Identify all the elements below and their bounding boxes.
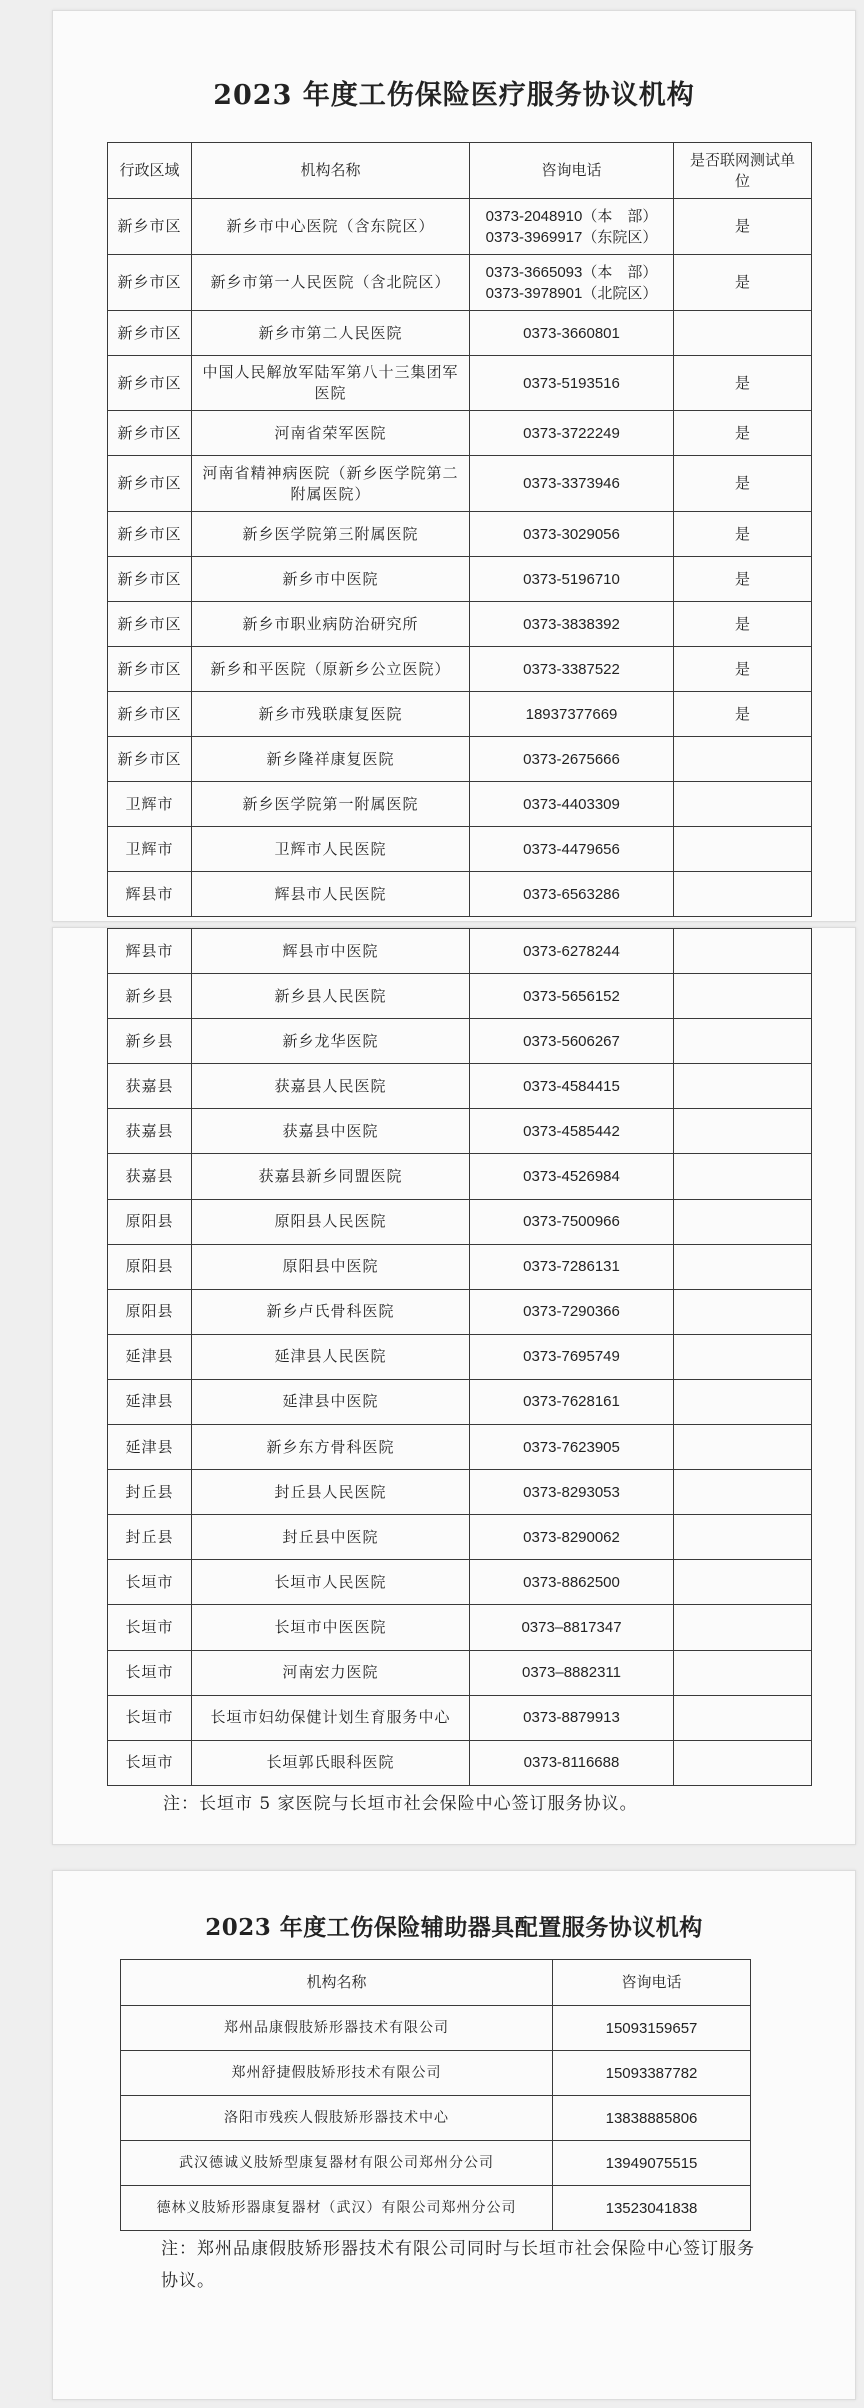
region-cell: 原阳县: [108, 1199, 192, 1244]
institution-name-cell: 新乡东方骨科医院: [192, 1425, 470, 1470]
document-page-3: [52, 1870, 856, 2400]
table-row: [108, 1109, 812, 1154]
phone-cell: 0373-6563286: [470, 872, 674, 917]
network-test-cell: [674, 1425, 812, 1470]
table-row: [108, 974, 812, 1019]
phone-cell: 0373-8116688: [470, 1740, 674, 1785]
table-row: [108, 782, 812, 827]
table-row: [108, 827, 812, 872]
table-row: [108, 1650, 812, 1695]
table-row: [108, 1425, 812, 1470]
table-row: [108, 557, 812, 602]
region-cell: 新乡市区: [108, 512, 192, 557]
table-row: [108, 602, 812, 647]
network-test-cell: [674, 1019, 812, 1064]
institution-name-cell: 封丘县中医院: [192, 1515, 470, 1560]
institution-name-cell: 新乡市第二人民医院: [192, 311, 470, 356]
phone-cell: 15093159657: [553, 2006, 751, 2051]
network-test-cell: [674, 1515, 812, 1560]
institution-name-cell: 长垣市中医医院: [192, 1605, 470, 1650]
table-row: [108, 411, 812, 456]
region-cell: 原阳县: [108, 1289, 192, 1334]
network-test-cell: [674, 737, 812, 782]
phone-cell: 0373-3722249: [470, 411, 674, 456]
region-cell: 新乡市区: [108, 692, 192, 737]
table-row: [121, 2051, 751, 2096]
network-test-cell: [674, 827, 812, 872]
page-title: 2023 年度工伤保险医疗服务协议机构: [213, 80, 695, 111]
section-title: 2023 年度工伤保险辅助器具配置服务协议机构: [205, 1914, 703, 1941]
institution-name-cell: 辉县市人民医院: [192, 872, 470, 917]
phone-cell: 0373-7500966: [470, 1199, 674, 1244]
table-row: [108, 311, 812, 356]
network-test-cell: [674, 782, 812, 827]
network-test-cell: 是: [674, 199, 812, 255]
institution-name-cell: 长垣郭氏眼科医院: [192, 1740, 470, 1785]
network-test-cell: [674, 311, 812, 356]
document-page-1: [52, 10, 856, 922]
network-test-cell: [674, 1740, 812, 1785]
phone-cell: 0373-6278244: [470, 929, 674, 974]
phone-cell: 0373-3373946: [470, 456, 674, 512]
phone-cell: 0373-2048910（本 部） 0373-3969917（东院区）: [470, 199, 674, 255]
region-cell: 延津县: [108, 1379, 192, 1424]
region-cell: 新乡市区: [108, 411, 192, 456]
phone-cell: 0373-4584415: [470, 1064, 674, 1109]
table-row: [108, 1695, 812, 1740]
phone-cell: 0373-4526984: [470, 1154, 674, 1199]
phone-cell: 0373–8817347: [470, 1605, 674, 1650]
institution-name-cell: 辉县市中医院: [192, 929, 470, 974]
phone-cell: 0373-3660801: [470, 311, 674, 356]
header-region: 行政区域: [108, 143, 192, 199]
institution-name-cell: 新乡隆祥康复医院: [192, 737, 470, 782]
phone-cell: 0373-3665093（本 部） 0373-3978901（北院区）: [470, 255, 674, 311]
region-cell: 新乡县: [108, 1019, 192, 1064]
region-cell: 长垣市: [108, 1605, 192, 1650]
institution-name-cell: 新乡龙华医院: [192, 1019, 470, 1064]
region-cell: 辉县市: [108, 872, 192, 917]
phone-cell: 0373-3029056: [470, 512, 674, 557]
region-cell: 获嘉县: [108, 1154, 192, 1199]
network-test-cell: [674, 1605, 812, 1650]
header-phone: 咨询电话: [553, 1960, 751, 2006]
institution-name-cell: 洛阳市残疾人假肢矫形器技术中心: [121, 2096, 553, 2141]
network-test-cell: [674, 1064, 812, 1109]
region-cell: 封丘县: [108, 1470, 192, 1515]
table-row: [108, 1244, 812, 1289]
network-test-cell: 是: [674, 602, 812, 647]
institution-name-cell: 新乡市残联康复医院: [192, 692, 470, 737]
phone-cell: 0373-2675666: [470, 737, 674, 782]
network-test-cell: [674, 1334, 812, 1379]
region-cell: 长垣市: [108, 1740, 192, 1785]
network-test-cell: [674, 929, 812, 974]
institution-name-cell: 新乡医学院第一附属医院: [192, 782, 470, 827]
institution-name-cell: 河南省荣军医院: [192, 411, 470, 456]
institution-name-cell: 卫辉市人民医院: [192, 827, 470, 872]
region-cell: 封丘县: [108, 1515, 192, 1560]
phone-cell: 0373-7628161: [470, 1379, 674, 1424]
table-row: [108, 1154, 812, 1199]
phone-cell: 0373-8879913: [470, 1695, 674, 1740]
table-row: [121, 2186, 751, 2231]
table-row: [108, 356, 812, 411]
network-test-cell: [674, 1379, 812, 1424]
table-row: [108, 199, 812, 255]
phone-cell: 0373-7290366: [470, 1289, 674, 1334]
medical-institutions-table-part2: [107, 928, 812, 1786]
phone-cell: 0373-4479656: [470, 827, 674, 872]
table-row: [108, 1379, 812, 1424]
phone-cell: 0373-3838392: [470, 602, 674, 647]
phone-cell: 0373-7286131: [470, 1244, 674, 1289]
region-cell: 新乡市区: [108, 199, 192, 255]
table-row: [108, 1334, 812, 1379]
institution-name-cell: 封丘县人民医院: [192, 1470, 470, 1515]
phone-cell: 0373-5193516: [470, 356, 674, 411]
region-cell: 新乡市区: [108, 311, 192, 356]
region-cell: 长垣市: [108, 1650, 192, 1695]
table-row: [108, 512, 812, 557]
phone-cell: 18937377669: [470, 692, 674, 737]
network-test-cell: [674, 1470, 812, 1515]
table-row: [108, 929, 812, 974]
institution-name-cell: 延津县中医院: [192, 1379, 470, 1424]
medical-institutions-table-part1: [107, 142, 812, 917]
table-row: [108, 1605, 812, 1650]
phone-cell: 0373-5196710: [470, 557, 674, 602]
header-network: 是否联网测试单位: [674, 143, 812, 199]
institution-name-cell: 河南宏力医院: [192, 1650, 470, 1695]
network-test-cell: 是: [674, 456, 812, 512]
network-test-cell: 是: [674, 255, 812, 311]
region-cell: 新乡市区: [108, 356, 192, 411]
table-row: [108, 872, 812, 917]
network-test-cell: [674, 1289, 812, 1334]
region-cell: 原阳县: [108, 1244, 192, 1289]
region-cell: 卫辉市: [108, 827, 192, 872]
network-test-cell: 是: [674, 411, 812, 456]
phone-cell: 0373-7695749: [470, 1334, 674, 1379]
phone-cell: 13838885806: [553, 2096, 751, 2141]
institution-name-cell: 获嘉县中医院: [192, 1109, 470, 1154]
table-row: [108, 1470, 812, 1515]
region-cell: 新乡市区: [108, 647, 192, 692]
table-note: 注：长垣市 5 家医院与长垣市社会保险中心签订服务协议。: [163, 1794, 638, 1814]
network-test-cell: [674, 974, 812, 1019]
region-cell: 延津县: [108, 1334, 192, 1379]
institution-name-cell: 新乡市中医院: [192, 557, 470, 602]
table-row: [108, 255, 812, 311]
table-row: [121, 2141, 751, 2186]
table-row: [108, 1289, 812, 1334]
network-test-cell: [674, 1695, 812, 1740]
table-row: [108, 1740, 812, 1785]
network-test-cell: [674, 1244, 812, 1289]
phone-cell: 0373-5656152: [470, 974, 674, 1019]
header-name: 机构名称: [192, 143, 470, 199]
table-row: [108, 1560, 812, 1605]
table-row: [108, 692, 812, 737]
header-name: 机构名称: [121, 1960, 553, 2006]
region-cell: 新乡市区: [108, 557, 192, 602]
institution-name-cell: 新乡医学院第三附属医院: [192, 512, 470, 557]
phone-cell: 0373-4585442: [470, 1109, 674, 1154]
institution-name-cell: 郑州舒捷假肢矫形技术有限公司: [121, 2051, 553, 2096]
network-test-cell: [674, 1109, 812, 1154]
network-test-cell: 是: [674, 512, 812, 557]
region-cell: 获嘉县: [108, 1109, 192, 1154]
region-cell: 长垣市: [108, 1695, 192, 1740]
table-row: [121, 2096, 751, 2141]
network-test-cell: [674, 1154, 812, 1199]
institution-name-cell: 德林义肢矫形器康复器材（武汉）有限公司郑州分公司: [121, 2186, 553, 2231]
table-row: [108, 1515, 812, 1560]
institution-name-cell: 新乡市中心医院（含东院区）: [192, 199, 470, 255]
institution-name-cell: 获嘉县人民医院: [192, 1064, 470, 1109]
institution-name-cell: 新乡市第一人民医院（含北院区）: [192, 255, 470, 311]
region-cell: 新乡市区: [108, 456, 192, 512]
region-cell: 新乡市区: [108, 255, 192, 311]
institution-name-cell: 长垣市人民医院: [192, 1560, 470, 1605]
institution-name-cell: 延津县人民医院: [192, 1334, 470, 1379]
institution-name-cell: 新乡县人民医院: [192, 974, 470, 1019]
institution-name-cell: 新乡和平医院（原新乡公立医院）: [192, 647, 470, 692]
header-phone: 咨询电话: [470, 143, 674, 199]
institution-name-cell: 获嘉县新乡同盟医院: [192, 1154, 470, 1199]
institution-name-cell: 新乡卢氏骨科医院: [192, 1289, 470, 1334]
network-test-cell: 是: [674, 692, 812, 737]
region-cell: 新乡市区: [108, 737, 192, 782]
network-test-cell: [674, 1650, 812, 1695]
phone-cell: 0373-5606267: [470, 1019, 674, 1064]
phone-cell: 0373-8290062: [470, 1515, 674, 1560]
region-cell: 新乡市区: [108, 602, 192, 647]
region-cell: 辉县市: [108, 929, 192, 974]
table-row: [108, 1064, 812, 1109]
institution-name-cell: 新乡市职业病防治研究所: [192, 602, 470, 647]
phone-cell: 0373-3387522: [470, 647, 674, 692]
phone-cell: 15093387782: [553, 2051, 751, 2096]
institution-name-cell: 郑州品康假肢矫形器技术有限公司: [121, 2006, 553, 2051]
document-page-2: [52, 927, 856, 1845]
table-row: [108, 456, 812, 512]
network-test-cell: [674, 1560, 812, 1605]
phone-cell: 0373-7623905: [470, 1425, 674, 1470]
phone-cell: 13523041838: [553, 2186, 751, 2231]
table-row: [121, 2006, 751, 2051]
region-cell: 获嘉县: [108, 1064, 192, 1109]
institution-name-cell: 原阳县中医院: [192, 1244, 470, 1289]
institution-name-cell: 武汉德诚义肢矫型康复器材有限公司郑州分公司: [121, 2141, 553, 2186]
network-test-cell: 是: [674, 647, 812, 692]
network-test-cell: [674, 872, 812, 917]
institution-name-cell: 中国人民解放军陆军第八十三集团军医院: [192, 356, 470, 411]
institution-name-cell: 河南省精神病医院（新乡医学院第二附属医院）: [192, 456, 470, 512]
network-test-cell: [674, 1199, 812, 1244]
phone-cell: 0373-4403309: [470, 782, 674, 827]
table-row: [108, 1019, 812, 1064]
institution-name-cell: 长垣市妇幼保健计划生育服务中心: [192, 1695, 470, 1740]
table-row: [108, 1199, 812, 1244]
network-test-cell: 是: [674, 557, 812, 602]
region-cell: 卫辉市: [108, 782, 192, 827]
assistive-device-institutions-table: [120, 1959, 751, 2231]
table-row: [108, 737, 812, 782]
table-note: 注：郑州品康假肢矫形器技术有限公司同时与长垣市社会保险中心签订服务协议。: [161, 2239, 755, 2291]
phone-cell: 0373–8882311: [470, 1650, 674, 1695]
region-cell: 长垣市: [108, 1560, 192, 1605]
region-cell: 延津县: [108, 1425, 192, 1470]
phone-cell: 13949075515: [553, 2141, 751, 2186]
phone-cell: 0373-8862500: [470, 1560, 674, 1605]
region-cell: 新乡县: [108, 974, 192, 1019]
institution-name-cell: 原阳县人民医院: [192, 1199, 470, 1244]
phone-cell: 0373-8293053: [470, 1470, 674, 1515]
table-row: [108, 647, 812, 692]
network-test-cell: 是: [674, 356, 812, 411]
